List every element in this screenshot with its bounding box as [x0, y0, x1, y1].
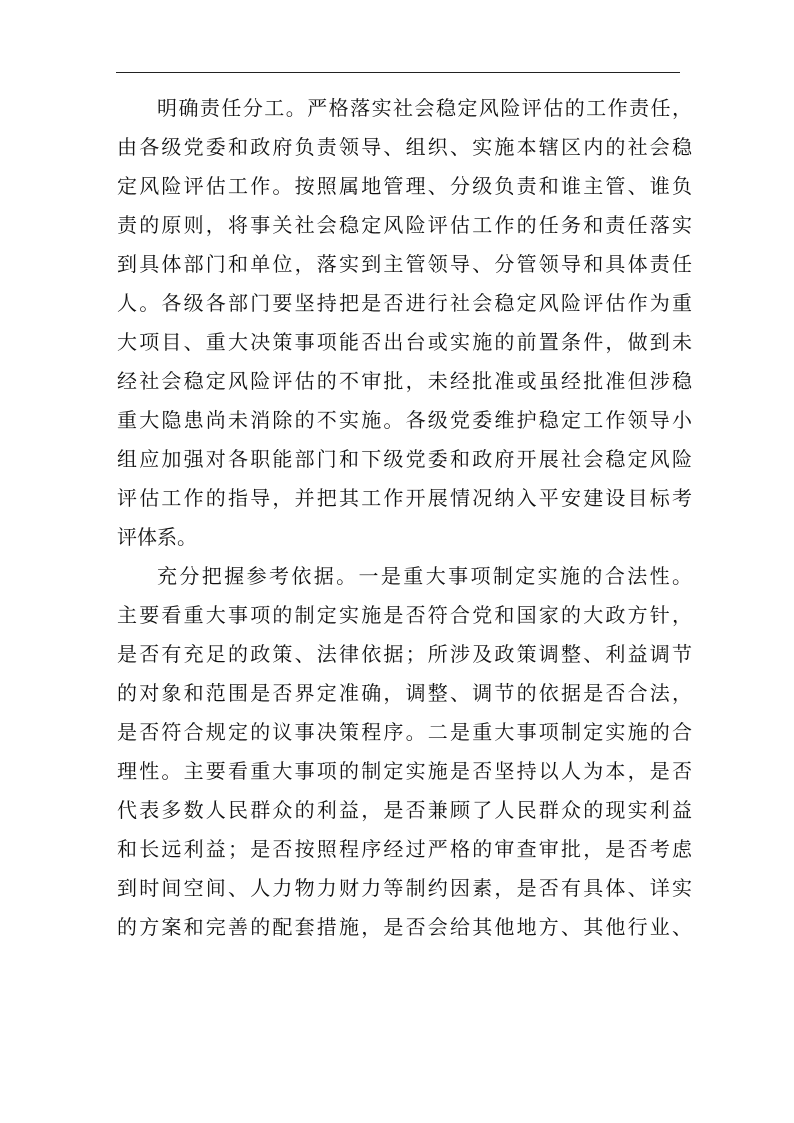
text-line: 责的原则，将事关社会稳定风险评估工作的任务和责任落实 [117, 213, 692, 237]
text-line: 定风险评估工作。按照属地管理、分级负责和谁主管、谁负 [117, 174, 692, 198]
text-line: 组应加强对各职能部门和下级党委和政府开展社会稳定风险 [117, 447, 692, 471]
text-line: 的方案和完善的配套措施，是否会给其他地方、其他行业、 [117, 915, 692, 939]
text-line: 大项目、重大决策事项能否出台或实施的前置条件，做到未 [117, 330, 692, 354]
text-line: 充分把握参考依据。一是重大事项制定实施的合法性。 [157, 564, 692, 588]
text-line: 由各级党委和政府负责领导、组织、实施本辖区内的社会稳 [117, 135, 692, 159]
text-line: 经社会稳定风险评估的不审批，未经批准或虽经批准但涉稳 [117, 369, 692, 393]
text-line: 是否符合规定的议事决策程序。二是重大事项制定实施的合 [117, 720, 692, 744]
text-line: 理性。主要看重大事项的制定实施是否坚持以人为本，是否 [117, 759, 692, 783]
text-line: 到时间空间、人力物力财力等制约因素，是否有具体、详实 [117, 876, 692, 900]
text-line: 和长远利益；是否按照程序经过严格的审查审批，是否考虑 [117, 837, 692, 861]
text-line: 是否有充足的政策、法律依据；所涉及政策调整、利益调节 [117, 642, 692, 666]
text-line: 的对象和范围是否界定准确，调整、调节的依据是否合法， [117, 681, 692, 705]
body-text [117, 89, 692, 947]
text-line: 代表多数人民群众的利益，是否兼顾了人民群众的现实利益 [117, 798, 692, 822]
paragraph-reference-basis [117, 557, 692, 947]
text-line: 主要看重大事项的制定实施是否符合党和国家的大政方针， [117, 603, 692, 627]
paragraph-responsibility [117, 89, 692, 557]
header-rule [116, 72, 680, 73]
text-line: 到具体部门和单位，落实到主管领导、分管领导和具体责任 [117, 252, 692, 276]
text-line: 明确责任分工。严格落实社会稳定风险评估的工作责任， [157, 96, 692, 120]
text-line: 评体系。 [117, 525, 197, 549]
text-line: 重大隐患尚未消除的不实施。各级党委维护稳定工作领导小 [117, 408, 692, 432]
text-line: 人。各级各部门要坚持把是否进行社会稳定风险评估作为重 [117, 291, 692, 315]
text-line: 评估工作的指导，并把其工作开展情况纳入平安建设目标考 [117, 486, 692, 510]
